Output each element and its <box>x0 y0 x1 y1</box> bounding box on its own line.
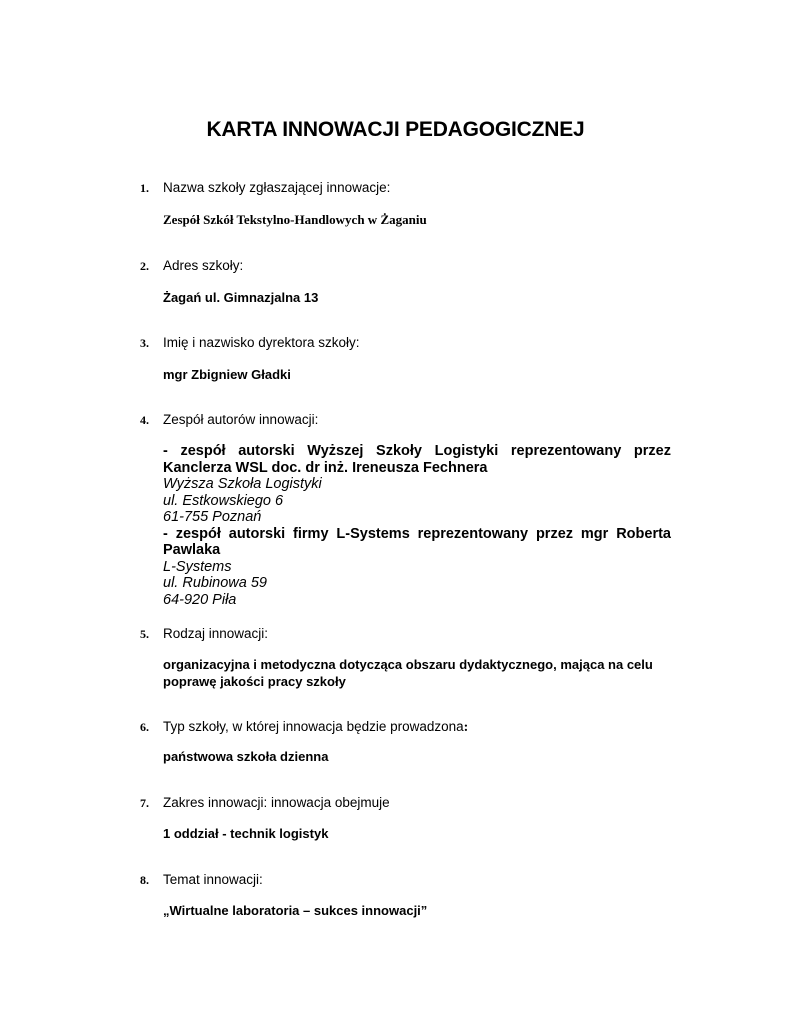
item-number-5: 5. <box>140 627 149 641</box>
item-label-5: Rodzaj innowacji: <box>163 626 269 641</box>
team-1-address-line: ul. Estkowskiego 6 <box>163 492 284 509</box>
team-2-address-line: ul. Rubinowa 59 <box>163 575 267 591</box>
innovation-scope: 1 oddział - technik logistyk <box>163 826 329 841</box>
item-label-8: Temat innowacji: <box>163 872 263 887</box>
item-number-2: 2. <box>140 259 149 273</box>
item-label-6-colon: : <box>463 720 469 735</box>
director-name: mgr Zbigniew Gładki <box>163 367 291 382</box>
team-2-address-line: 64-920 Piła <box>163 591 237 608</box>
item-label-4: Zespół autorów innowacji: <box>163 412 319 427</box>
item-label-6-text: Typ szkoły, w której innowacja będzie prowadzona <box>163 719 464 734</box>
item-label-2: Adres szkoły: <box>163 258 244 273</box>
item-number-6: 6. <box>140 720 149 734</box>
item-number-8: 8. <box>140 873 149 887</box>
team-2-address-line: L-Systems <box>163 558 232 575</box>
item-number-1: 1. <box>140 181 149 195</box>
innovation-topic: „Wirtualne laboratoria – sukces innowacji” <box>163 903 428 918</box>
school-type: państwowa szkoła dzienna <box>163 749 329 764</box>
item-number-4: 4. <box>140 413 149 427</box>
author-team-1: - zespół autorski Wyższej Szkoły Logistyki reprezentowany przez Kanclerza WSL doc. dr inż. Ireneusza Fechnera <box>163 443 671 476</box>
item-label-3: Imię i nazwisko dyrektora szkoły: <box>163 335 360 350</box>
school-name: Zespół Szkół Tekstylno-Handlowych w Żaganiu <box>163 212 427 227</box>
school-address: Żagań ul. Gimnazjalna 13 <box>163 290 319 305</box>
item-label-7: Zakres innowacji: innowacja obejmuje <box>163 795 390 810</box>
authors-block <box>163 443 671 608</box>
team-1-address-line: 61-755 Poznań <box>163 509 262 525</box>
item-label-1: Nazwa szkoły zgłaszającej innowacje: <box>163 180 391 195</box>
item-number-7: 7. <box>140 796 149 810</box>
author-team-2: - zespół autorski firmy L-Systems reprezentowany przez mgr Roberta Pawlaka <box>163 525 671 558</box>
document-title: KARTA INNOWACJI PEDAGOGICZNEJ <box>206 118 585 141</box>
item-label-6 <box>163 719 468 736</box>
innovation-type: organizacyjna i metodyczna dotycząca obszaru dydaktycznego, mająca na celu poprawę jakości pracy szkoły <box>163 657 653 689</box>
team-1-address-line: Wyższa Szkoła Logistyki <box>163 476 322 492</box>
item-number-3: 3. <box>140 336 149 350</box>
